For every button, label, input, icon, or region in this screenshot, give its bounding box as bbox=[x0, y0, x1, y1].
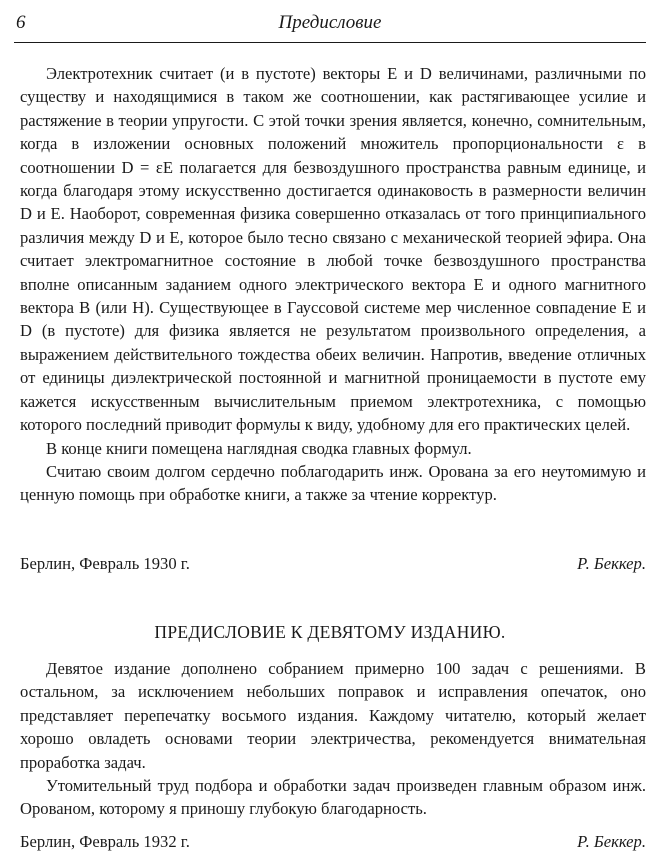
signature-author: Р. Беккер. bbox=[577, 554, 646, 573]
page-header bbox=[0, 0, 660, 46]
page-number: 6 bbox=[16, 12, 26, 33]
signature-author: Р. Беккер. bbox=[577, 832, 646, 851]
paragraph: Утомительный труд подбора и обработки задач произведен главным образом инж. Орованом, которому я приношу глубокую благодарность. bbox=[20, 776, 646, 819]
paragraph: Считаю своим долгом сердечно поблагодарить инж. Орована за его неутомимую и ценную помощь при обработке книги, а также за чтение корректур. bbox=[20, 461, 646, 505]
signature-1932 bbox=[20, 832, 646, 856]
paragraph: Девятое издание дополнено собранием примерно 100 задач с решениями. В остальном, за исключением небольших поправок и исправления опечаток, оно представляет перепечатку восьмого издания. Каждому читателю, который желает хорошо овладеть основами теории электричества, рекомендуется внимательная проработка задач. bbox=[20, 659, 646, 772]
signature-1930 bbox=[20, 554, 646, 578]
paragraph: Электротехник считает (и в пустоте) векторы E и D величинами, различными по существу и находящимися в таком же соотношении, как растягивающее усилие и растяжение в теории упругости. С этой точки зрения является, конечно, сомнительным, когда в изложении основных положений множитель пропорциональности ε в соотношении D = εE полагается для безвоздушного пространства равным единице, и когда благодаря этому искусственно достигается одинаковость в размерности величин D и E. Наоборот, современная физика совершенно отказалась от того принципиального различия между D и E, которое было тесно связано с механической теорией эфира. Она считает электромагнитное состояние в любой точке безвоздушного пространства вполне описанным заданием одного электрического вектора E и одного магнитного вектора B (или H). Существующее в Гауссовой системе мер численное совпадение E и D (в пустоте) для физика является не результатом произвольного определения, а выражением действительного тождества обеих величин. Напротив, введение отличных от единицы диэлектрической постоянной и магнитной проницаемости в пустоте ему кажется искусственным вычислительным приемом электротехника, с помощью которого последний приводит формулы к виду, удобному для его практических целей. bbox=[20, 64, 646, 435]
paragraph: В конце книги помещена наглядная сводка главных формул. bbox=[46, 438, 472, 458]
section-title: ПРЕДИСЛОВИЕ К ДЕВЯТОМУ ИЗДАНИЮ. bbox=[154, 622, 506, 642]
signature-place-date: Берлин, Февраль 1932 г. bbox=[20, 832, 190, 851]
signature-place-date: Берлин, Февраль 1930 г. bbox=[20, 554, 190, 573]
preface-ninth-edition-text bbox=[20, 657, 646, 821]
preface-1930-text bbox=[20, 62, 646, 507]
running-title: Предисловие bbox=[278, 12, 382, 33]
header-rule bbox=[14, 42, 646, 43]
